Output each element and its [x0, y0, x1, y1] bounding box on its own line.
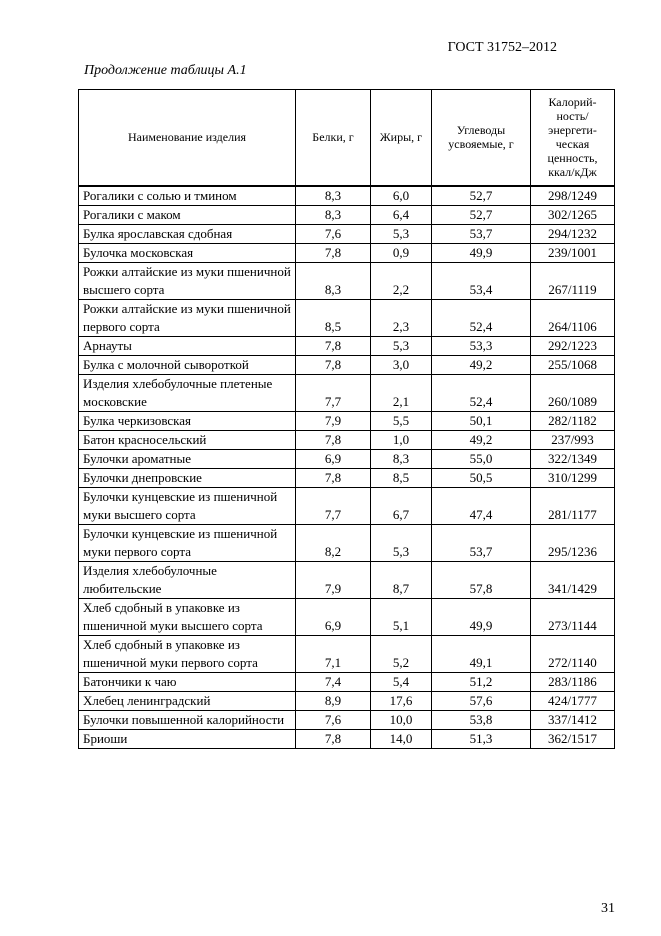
energy-cell: 322/1349	[531, 449, 615, 468]
fat-cell: 10,0	[371, 710, 432, 729]
table-row	[79, 355, 615, 374]
protein-cell: 7,7	[296, 487, 371, 524]
table-row	[79, 710, 615, 729]
table-continuation-caption: Продолжение таблицы А.1	[84, 63, 247, 78]
carbs-cell: 50,1	[432, 411, 531, 430]
carbs-cell: 52,4	[432, 374, 531, 411]
protein-cell: 7,8	[296, 430, 371, 449]
energy-cell: 237/993	[531, 430, 615, 449]
protein-cell: 8,3	[296, 186, 371, 206]
energy-cell: 294/1232	[531, 224, 615, 243]
carbs-cell: 51,2	[432, 672, 531, 691]
energy-cell: 281/1177	[531, 487, 615, 524]
energy-cell: 264/1106	[531, 299, 615, 336]
energy-cell: 267/1119	[531, 262, 615, 299]
carbs-cell: 55,0	[432, 449, 531, 468]
fat-cell: 5,5	[371, 411, 432, 430]
table-row	[79, 487, 615, 524]
protein-cell: 7,8	[296, 468, 371, 487]
fat-cell: 17,6	[371, 691, 432, 710]
fat-cell: 8,5	[371, 468, 432, 487]
protein-cell: 7,8	[296, 243, 371, 262]
carbs-cell: 49,2	[432, 430, 531, 449]
energy-cell: 310/1299	[531, 468, 615, 487]
fat-cell: 5,1	[371, 598, 432, 635]
product-name-cell: Изделия хлебобулочные плетеные московские	[79, 374, 296, 411]
carbs-cell: 53,7	[432, 524, 531, 561]
protein-cell: 7,6	[296, 710, 371, 729]
energy-cell: 255/1068	[531, 355, 615, 374]
column-header-protein: Белки, г	[296, 90, 371, 186]
energy-cell: 272/1140	[531, 635, 615, 672]
carbs-cell: 49,9	[432, 598, 531, 635]
table-row	[79, 205, 615, 224]
product-name-cell: Булочки ароматные	[79, 449, 296, 468]
carbs-cell: 52,7	[432, 205, 531, 224]
energy-cell: 282/1182	[531, 411, 615, 430]
product-name-cell: Булочки повышенной калорийности	[79, 710, 296, 729]
table-row	[79, 635, 615, 672]
table-row	[79, 729, 615, 748]
fat-cell: 8,3	[371, 449, 432, 468]
table-row	[79, 691, 615, 710]
energy-cell: 239/1001	[531, 243, 615, 262]
energy-cell: 362/1517	[531, 729, 615, 748]
protein-cell: 8,3	[296, 205, 371, 224]
protein-cell: 7,9	[296, 411, 371, 430]
carbs-cell: 49,1	[432, 635, 531, 672]
table-row	[79, 299, 615, 336]
product-name-cell: Булочки кунцевские из пшеничной муки высшего сорта	[79, 487, 296, 524]
table-row	[79, 468, 615, 487]
product-name-cell: Хлеб сдобный в упаковке из пшеничной муки высшего сорта	[79, 598, 296, 635]
table-row	[79, 430, 615, 449]
fat-cell: 3,0	[371, 355, 432, 374]
product-name-cell: Булка с молочной сывороткой	[79, 355, 296, 374]
product-name-cell: Хлеб сдобный в упаковке из пшеничной муки первого сорта	[79, 635, 296, 672]
product-name-cell: Изделия хлебобулочные любительские	[79, 561, 296, 598]
column-header-fat: Жиры, г	[371, 90, 432, 186]
carbs-cell: 52,4	[432, 299, 531, 336]
protein-cell: 7,4	[296, 672, 371, 691]
product-name-cell: Арнауты	[79, 336, 296, 355]
carbs-cell: 50,5	[432, 468, 531, 487]
carbs-cell: 47,4	[432, 487, 531, 524]
fat-cell: 0,9	[371, 243, 432, 262]
energy-cell: 292/1223	[531, 336, 615, 355]
protein-cell: 7,8	[296, 355, 371, 374]
fat-cell: 2,3	[371, 299, 432, 336]
protein-cell: 8,9	[296, 691, 371, 710]
energy-cell: 302/1265	[531, 205, 615, 224]
column-header-name: Наименование изделия	[79, 90, 296, 186]
fat-cell: 1,0	[371, 430, 432, 449]
carbs-cell: 53,8	[432, 710, 531, 729]
protein-cell: 8,5	[296, 299, 371, 336]
fat-cell: 5,3	[371, 524, 432, 561]
product-name-cell: Булочка московская	[79, 243, 296, 262]
protein-cell: 6,9	[296, 598, 371, 635]
table-row	[79, 186, 615, 206]
carbs-cell: 52,7	[432, 186, 531, 206]
fat-cell: 5,3	[371, 224, 432, 243]
protein-cell: 6,9	[296, 449, 371, 468]
carbs-cell: 57,6	[432, 691, 531, 710]
protein-cell: 7,8	[296, 336, 371, 355]
protein-cell: 7,8	[296, 729, 371, 748]
carbs-cell: 53,3	[432, 336, 531, 355]
carbs-cell: 53,7	[432, 224, 531, 243]
carbs-cell: 49,9	[432, 243, 531, 262]
protein-cell: 7,7	[296, 374, 371, 411]
product-name-cell: Рожки алтайские из муки пшеничной первого сорта	[79, 299, 296, 336]
protein-cell: 8,2	[296, 524, 371, 561]
energy-cell: 341/1429	[531, 561, 615, 598]
energy-cell: 283/1186	[531, 672, 615, 691]
product-name-cell: Бриоши	[79, 729, 296, 748]
protein-cell: 7,1	[296, 635, 371, 672]
standard-designation: ГОСТ 31752–2012	[447, 40, 557, 55]
energy-cell: 298/1249	[531, 186, 615, 206]
page-number: 31	[601, 901, 615, 916]
fat-cell: 5,3	[371, 336, 432, 355]
product-name-cell: Рогалики с солью и тмином	[79, 186, 296, 206]
table-row	[79, 336, 615, 355]
product-name-cell: Булочки днепровские	[79, 468, 296, 487]
carbs-cell: 51,3	[432, 729, 531, 748]
protein-cell: 7,9	[296, 561, 371, 598]
table-row	[79, 598, 615, 635]
table-row	[79, 262, 615, 299]
product-name-cell: Батон красносельский	[79, 430, 296, 449]
protein-cell: 7,6	[296, 224, 371, 243]
table-row	[79, 243, 615, 262]
fat-cell: 2,1	[371, 374, 432, 411]
energy-cell: 273/1144	[531, 598, 615, 635]
table-row	[79, 374, 615, 411]
carbs-cell: 57,8	[432, 561, 531, 598]
fat-cell: 2,2	[371, 262, 432, 299]
product-name-cell: Булка ярославская сдобная	[79, 224, 296, 243]
table-body	[79, 186, 615, 749]
product-name-cell: Батончики к чаю	[79, 672, 296, 691]
energy-cell: 260/1089	[531, 374, 615, 411]
protein-cell: 8,3	[296, 262, 371, 299]
nutrition-table	[78, 89, 615, 749]
product-name-cell: Рогалики с маком	[79, 205, 296, 224]
fat-cell: 6,4	[371, 205, 432, 224]
energy-cell: 295/1236	[531, 524, 615, 561]
carbs-cell: 49,2	[432, 355, 531, 374]
energy-cell: 424/1777	[531, 691, 615, 710]
energy-cell: 337/1412	[531, 710, 615, 729]
product-name-cell: Рожки алтайские из муки пшеничной высшего сорта	[79, 262, 296, 299]
fat-cell: 14,0	[371, 729, 432, 748]
fat-cell: 8,7	[371, 561, 432, 598]
product-name-cell: Булка черкизовская	[79, 411, 296, 430]
fat-cell: 6,0	[371, 186, 432, 206]
column-header-carbs: Углеводы усвояемые, г	[432, 90, 531, 186]
product-name-cell: Булочки кунцевские из пшеничной муки первого сорта	[79, 524, 296, 561]
column-header-energy: Калорий-ность/ энергети-ческая ценность, ккал/кДж	[531, 90, 615, 186]
product-name-cell: Хлебец ленинградский	[79, 691, 296, 710]
fat-cell: 5,2	[371, 635, 432, 672]
fat-cell: 6,7	[371, 487, 432, 524]
table-row	[79, 449, 615, 468]
carbs-cell: 53,4	[432, 262, 531, 299]
table-row	[79, 224, 615, 243]
table-row	[79, 672, 615, 691]
fat-cell: 5,4	[371, 672, 432, 691]
table-row	[79, 561, 615, 598]
table-row	[79, 411, 615, 430]
table-row	[79, 524, 615, 561]
